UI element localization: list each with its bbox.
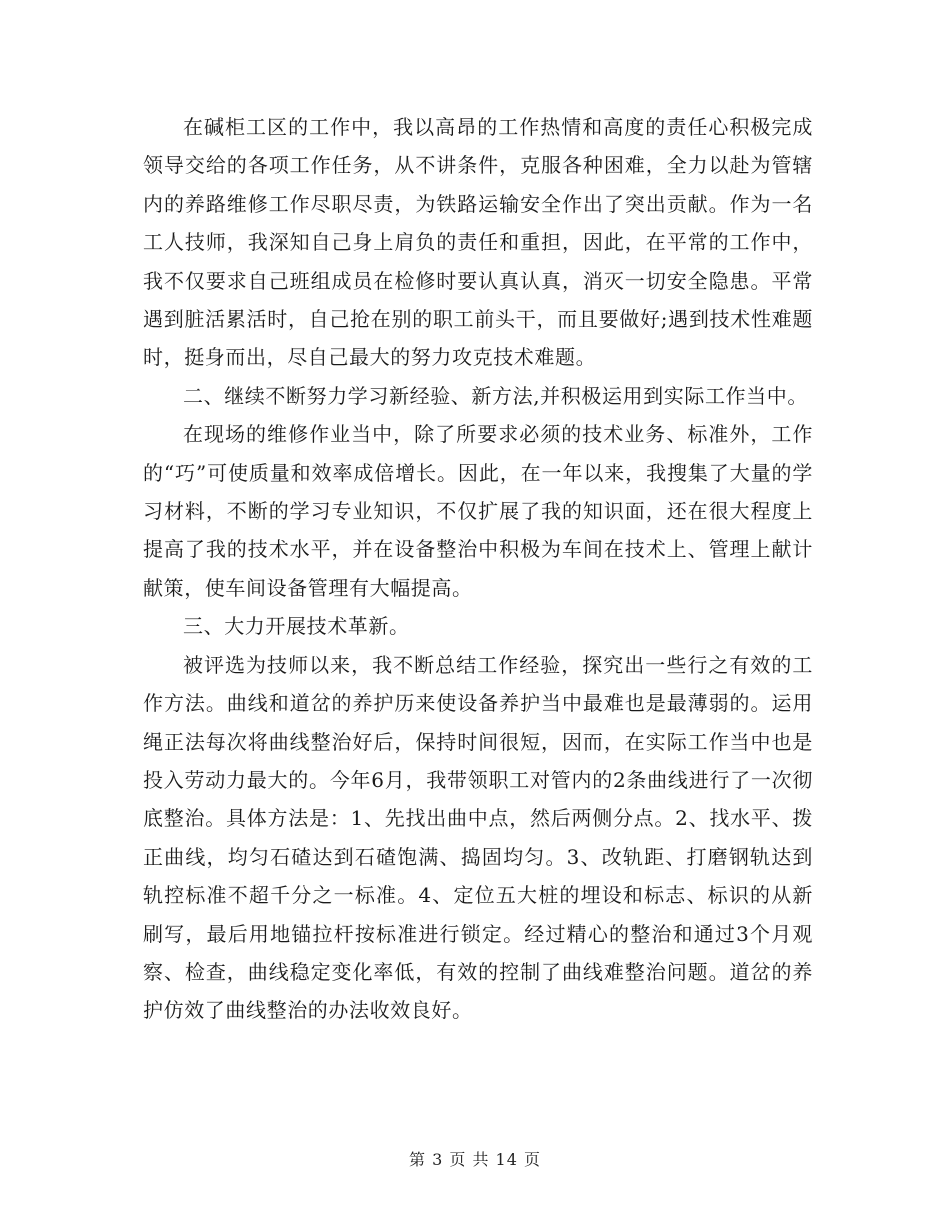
page-number-footer: 第 3 页 共 14 页: [409, 1150, 541, 1169]
document-body: [143, 108, 813, 1030]
section-heading: 三、大力开展技术革新。: [183, 614, 410, 639]
section-heading: 二、继续不断努力学习新经验、新方法,并积极运用到实际工作当中。: [183, 383, 808, 408]
paragraph: 在碱柜工区的工作中，我以高昂的工作热情和高度的责任心积极完成领导交给的各项工作任务，从不讲条件，克服各种困难，全力以赴为管辖内的养路维修工作尽职尽责，为铁路运输安全作出了突出贡献。作为一名工人技师，我深知自己身上肩负的责任和重担，因此，在平常的工作中，我不仅要求自己班组成员在检修时要认真认真，消灭一切安全隐患。平常遇到脏活累活时，自己抢在别的职工前头干，而且要做好;遇到技术性难题时，挺身而出，尽自己最大的努力攻克技术难题。: [143, 115, 813, 370]
paragraph: 在现场的维修作业当中，除了所要求必须的技术业务、标准外，工作的“巧”可使质量和效率成倍增长。因此，在一年以来，我搜集了大量的学习材料，不断的学习专业知识，不仅扩展了我的知识面，还在很大程度上提高了我的技术水平，并在设备整治中积极为车间在技术上、管理上献计献策，使车间设备管理有大幅提高。: [143, 422, 813, 600]
paragraph: 被评选为技师以来，我不断总结工作经验，探究出一些行之有效的工作方法。曲线和道岔的养护历来使设备养护当中最难也是最薄弱的。运用绳正法每次将曲线整治好后，保持时间很短，因而，在实际工作当中也是投入劳动力最大的。今年6月，我带领职工对管内的2条曲线进行了一次彻底整治。具体方法是：1、先找出曲中点，然后两侧分点。2、找水平、拨正曲线，均匀石碴达到石碴饱满、捣固均匀。3、改轨距、打磨钢轨达到轨控标准不超千分之一标准。4、定位五大桩的埋设和标志、标识的从新刷写，最后用地锚拉杆按标准进行锁定。经过精心的整治和通过3个月观察、检查，曲线稳定变化率低，有效的控制了曲线难整治问题。道岔的养护仿效了曲线整治的办法收效良好。: [143, 652, 813, 1023]
